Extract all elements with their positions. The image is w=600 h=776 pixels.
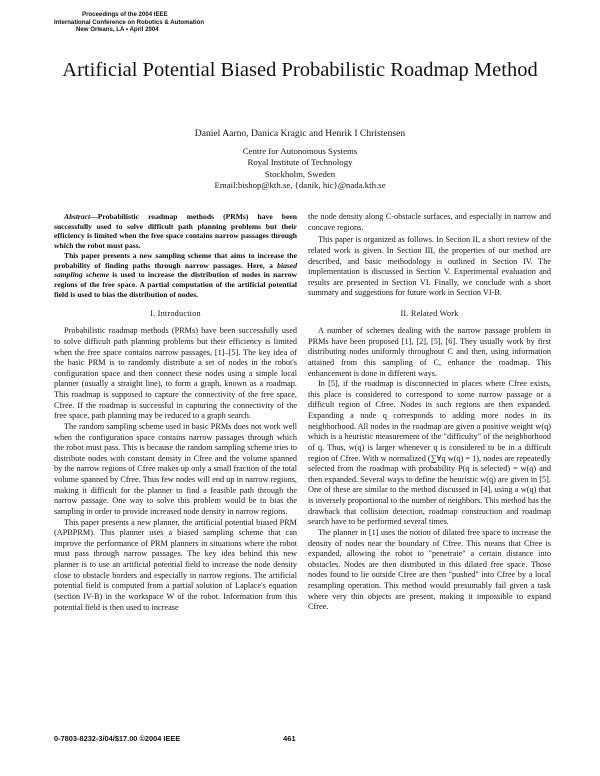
affiliation-center: Centre for Autonomous Systems [242, 146, 358, 156]
abstract-paragraph-2 [54, 251, 297, 300]
affiliation-city: Stockholm, Sweden [264, 168, 336, 179]
abstract-emphasis: biased sampling scheme [54, 260, 297, 280]
right-column [308, 212, 551, 613]
intro-paragraph-2: The random sampling scheme used in basic PRMs does not work well when the configuration space contains narrow passages through which the robot must pass. This is because the random sampling scheme tries to distribute nodes with constant density in Cfree and the volume spanned by the narrow regions of Cfree makes up only a small fraction of the total volume spanned by Cfree. Thus few nodes will end up in narrow regions, making it difficult for the planner to find a feasible path through the narrow passage. One way to solve this problem would be to bias the sampling in order to provide increased node density in narrow regions. [54, 421, 297, 516]
abstract-label: Abstract [64, 212, 91, 221]
proceedings-header [54, 11, 244, 34]
left-column [54, 212, 297, 613]
paper-title: Artificial Potential Biased Probabilistic Roadmap Method [62, 59, 538, 81]
related-paragraph-1: A number of schemes dealing with the narrow passage problem in PRMs have been proposed [1], [2], [5], [6]. They usually work by first distributing nodes uniformly throughout C and then, using information attained from this sampling of C, enhance the roadmap. This enhancement is done in different ways. [308, 326, 551, 378]
intro-paragraph-continued: the node density along C-obstacle surfaces, and especially in narrow and concave regions. [308, 212, 551, 232]
related-paragraph-3: The planner in [1] uses the notion of dilated free space to increase the density of nodes near the boundary of Cfree. This means that Cfree is expanded, allowing the robot to "penetrate" a certain distance into obstacles. Nodes are then distributed in this dilated free space. Those nodes found to lie outside Cfree are then "pushed" into Cfree by a local resampling operation. This method would presumably fail given a task where very thin objects are present, making it impossible to expand Cfree. [308, 527, 551, 612]
intro-paragraph-1: Probabilistic roadmap methods (PRMs) have been successfully used to solve difficult path planning problems but their efficiency is limited when the free space contains narrow passages, [1]–[5]. The key idea of the basic PRM is to randomly distribute a set of nodes in the robot's configuration space and then connect these nodes using a simple local planner (usually a straight line), to form a graph, known as a roadmap. This roadmap is supposed to capture the connectivity of the free space, Cfree. If the roadmap is successful in capturing the connectivity of the free space, path planning may be reduced to a graph search. [54, 326, 297, 421]
abstract-paragraph-1 [54, 212, 297, 251]
footer-isbn: 0-7803-8232-3/04/$17.00 ©2004 IEEE [54, 734, 181, 743]
section-heading-related-work: II. Related Work [400, 309, 459, 318]
intro-paragraph-3: This paper presents a new planner, the artificial potential biased PRM (APBPRM). This planner uses a biased sampling scheme that can improve the performance of PRM planners in situations where the robot must pass through narrow passages. The key idea behind this new planner is to use an artificial potential field to increase the node density close to obstacle borders and especially in narrow regions. The artificial potential field is computed from a partial solution of Laplace's equation (section IV-B) in the workspace W of the robot. Information from this potential field is then used to increase [54, 517, 297, 612]
affiliation-block [100, 146, 500, 192]
proceedings-line-2: International Conference on Robotics & Automation [54, 18, 205, 26]
organization-paragraph: This paper is organized as follows. In Section II, a short review of the related work is given. In Section III, the properties of our method are described, and basic methodology is outlined in Section IV. The implementation is discussed in Section V. Experimental evaluation and results are presented in Section VI. Finally, we conclude with a short summary and suggestions for future work in Section VI-B. [308, 235, 551, 298]
proceedings-line-1: Proceedings of the 2004 IEEE [82, 11, 168, 18]
section-heading-introduction: I. Introduction [150, 309, 201, 319]
author-list: Daniel Aarno, Danica Kragic and Henrik I Christensen [194, 128, 406, 139]
abstract-text-1: —Probabilistic roadmap methods (PRMs) have been successfully used to solve difficult path planning problems but their efficiency is limited when the free space contains narrow passages through which the robot must pass. [54, 212, 297, 251]
related-paragraph-2: In [5], if the roadmap is disconnected in places where Cfree exists, this place is considered to correspond to some narrow passage or a difficult region of Cfree. Nodes in such regions are then expanded. Expanding a node q corresponds to adding more nodes in its neighborhood. All nodes in the roadmap are given a positive weight w(q) which is a heuristic measurement of the "difficulty" of the neighborhood of q. Thus, w(q) is larger whenever q is considered to be in a difficult region of Cfree. With w normalized (∑∀q w(q) = 1), nodes are repeatedly selected from the roadmap with probability P(q is selected) = w(q) and then expanded. Several ways to define the heuristic w(q) are given in [5]. One of these are similar to the method discussed in [4], using a w(q) that is inversely proportional to the number of neighbors. This method has the drawback that collision detection, roadmap construction and roadmap search have to be performed several times. [308, 379, 551, 527]
abstract-text-2b: is used to increase the distribution of nodes in narrow regions of the free space. A partial computation of the artificial potential field is used to bias the distribution of nodes. [54, 270, 297, 299]
affiliation-institute: Royal Institute of Technology [247, 157, 353, 168]
affiliation-email: Email:bishop@kth.se, {danik, hic}@nada.kth.se [214, 180, 386, 191]
proceedings-line-3: New Orleans, LA • April 2004 [76, 26, 159, 34]
abstract-text-2a: This paper presents a new sampling scheme that aims to increase the probability of finding paths through narrow passages. Here, a [54, 250, 297, 270]
footer-page-number: 461 [283, 734, 296, 743]
